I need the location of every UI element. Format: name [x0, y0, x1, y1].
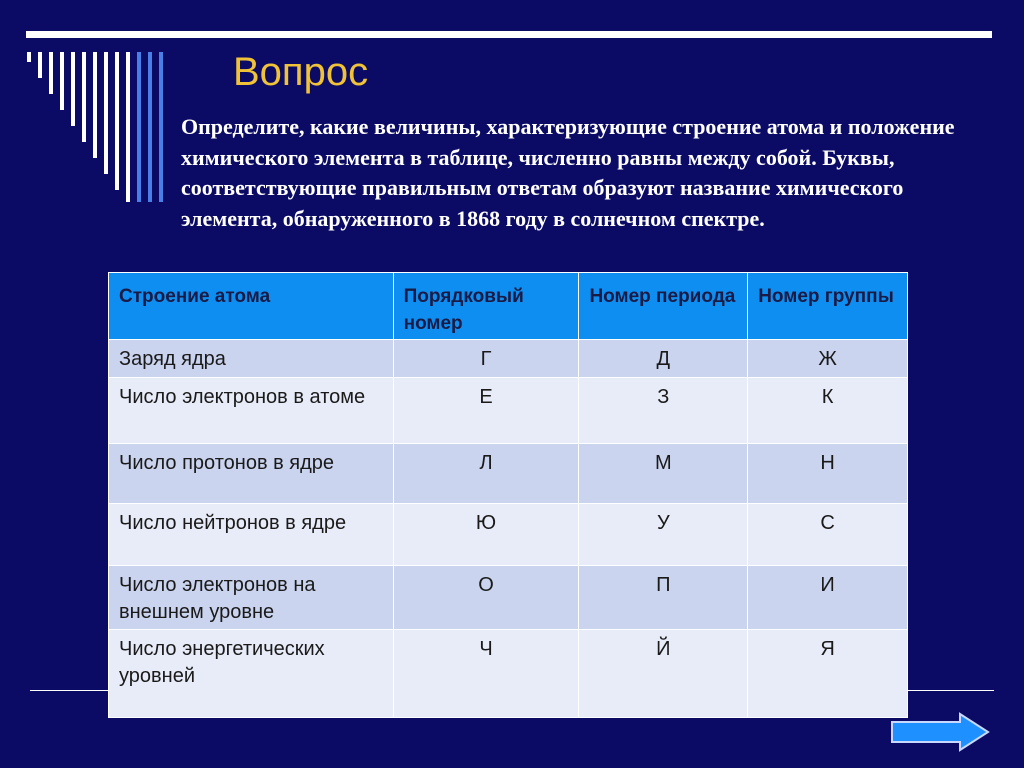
row-label: Заряд ядра	[109, 340, 394, 378]
table-row	[109, 630, 908, 718]
answer-cell[interactable]: Н	[748, 444, 908, 504]
answer-cell[interactable]: Ч	[393, 630, 579, 718]
answer-cell[interactable]: О	[393, 566, 579, 630]
answer-cell[interactable]: Ю	[393, 504, 579, 566]
answer-cell[interactable]: Г	[393, 340, 579, 378]
row-label: Число электронов в атоме	[109, 378, 394, 444]
answer-cell[interactable]: Й	[579, 630, 748, 718]
table-row	[109, 504, 908, 566]
answer-cell[interactable]: К	[748, 378, 908, 444]
answer-cell[interactable]: М	[579, 444, 748, 504]
table-row	[109, 340, 908, 378]
table-row	[109, 378, 908, 444]
arrow-right-icon[interactable]	[890, 712, 990, 752]
slide-title: Вопрос	[233, 50, 369, 94]
row-label: Число энергетических уровней	[109, 630, 394, 718]
answer-cell[interactable]: Д	[579, 340, 748, 378]
header-structure: Строение атома	[109, 273, 394, 340]
answer-cell[interactable]: И	[748, 566, 908, 630]
answer-cell[interactable]: Л	[393, 444, 579, 504]
answer-cell[interactable]: Е	[393, 378, 579, 444]
question-text: Определите, какие величины, характеризующие строение атома и положение химического элемента в таблице, численно равны между собой. Буквы, соответствующие правильным ответам образуют название химического элемента, обнаруженного в 1868 году в солнечном спектре.	[181, 114, 955, 231]
row-label: Число электронов на внешнем уровне	[109, 566, 394, 630]
header-atomic-number: Порядковый номер	[393, 273, 579, 340]
table-row	[109, 566, 908, 630]
answer-cell[interactable]: С	[748, 504, 908, 566]
row-label: Число протонов в ядре	[109, 444, 394, 504]
row-label: Число нейтронов в ядре	[109, 504, 394, 566]
table-row	[109, 444, 908, 504]
header-group-number: Номер группы	[748, 273, 908, 340]
table-header-row	[109, 273, 908, 340]
decorative-stripes	[0, 0, 200, 220]
header-period-number: Номер периода	[579, 273, 748, 340]
answer-cell[interactable]: Ж	[748, 340, 908, 378]
answer-table	[108, 272, 908, 718]
answer-cell[interactable]: П	[579, 566, 748, 630]
answer-cell[interactable]: З	[579, 378, 748, 444]
answer-cell[interactable]: У	[579, 504, 748, 566]
answer-cell[interactable]: Я	[748, 630, 908, 718]
